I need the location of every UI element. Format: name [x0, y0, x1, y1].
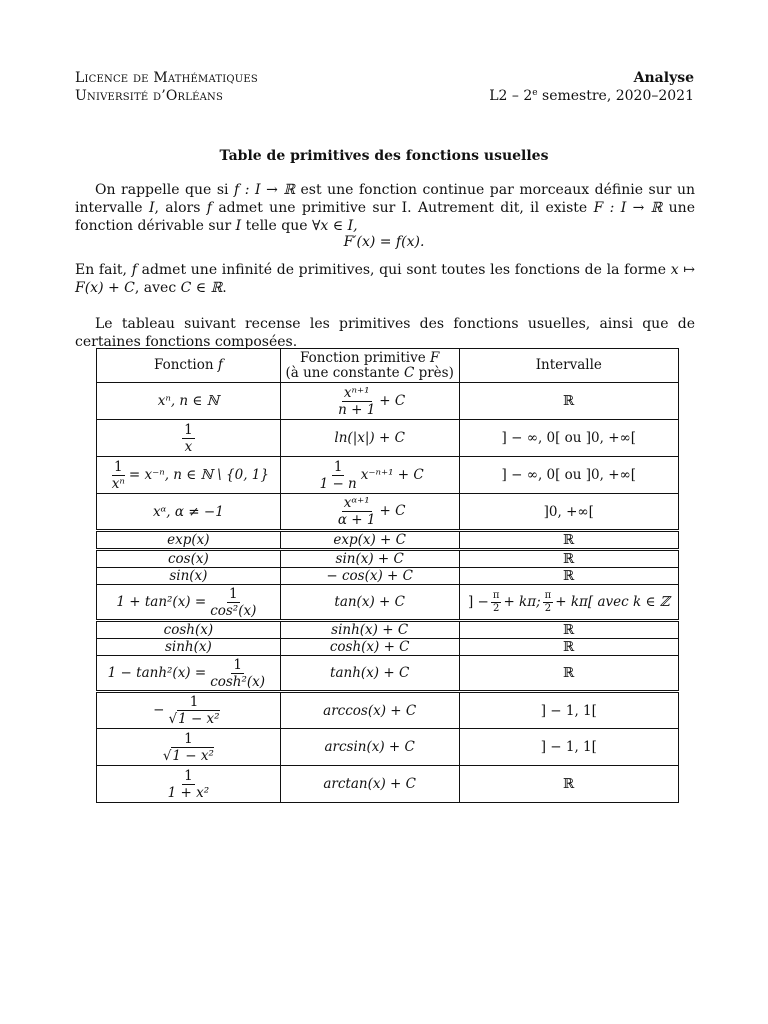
- cell-primitive: exp(x) + C: [280, 531, 459, 550]
- header-function: Fonction f: [97, 349, 281, 383]
- course-name: Analyse: [633, 70, 694, 86]
- cell-function: − $\frac{1}{\text{√1 − x²}}$: [97, 692, 281, 729]
- header-left: [75, 69, 258, 105]
- cell-function: $\frac{1}{\text{√1 − x²}}$: [97, 729, 281, 766]
- cell-function: $\frac{1}{\text{xⁿ}}$ = x⁻ⁿ, n ∈ ℕ \ {0, 1}: [97, 457, 281, 494]
- cell-interval: ℝ: [459, 621, 678, 639]
- table-row: [97, 550, 679, 568]
- cell-function: exp(x): [97, 531, 281, 550]
- cell-primitive: arctan(x) + C: [280, 766, 459, 803]
- table-row: [97, 656, 679, 692]
- semester-info: L2 – 2e semestre, 2020–2021: [489, 88, 694, 104]
- cell-interval: ℝ: [459, 639, 678, 656]
- cell-interval: ]0, +∞[: [459, 494, 678, 531]
- cell-primitive: tan(x) + C: [280, 585, 459, 621]
- cell-primitive: arccos(x) + C: [280, 692, 459, 729]
- table-row: [97, 494, 679, 531]
- cell-primitive: $\frac{\text{xᵅ⁺¹}}{\alpha + 1}$ + C: [280, 494, 459, 531]
- header-right: [489, 69, 694, 105]
- header-interval: Intervalle: [459, 349, 678, 383]
- cell-primitive: tanh(x) + C: [280, 656, 459, 692]
- table-row: [97, 585, 679, 621]
- cell-interval: ℝ: [459, 568, 678, 585]
- table-row: [97, 692, 679, 729]
- table-row: [97, 531, 679, 550]
- cell-interval: ℝ: [459, 383, 678, 420]
- display-equation: F′(x) = f(x).: [343, 234, 425, 250]
- cell-function: sinh(x): [97, 639, 281, 656]
- cell-interval: ] − 1, 1[: [459, 692, 678, 729]
- primitives-paragraph: En fait, f admet une infinité de primitives, qui sont toutes les fonctions de la forme x ↦ F(x) + C, avec C ∈ ℝ.: [75, 262, 696, 296]
- header-primitive: Fonction primitive F (à une constante C près): [280, 349, 459, 383]
- table-row: [97, 729, 679, 766]
- cell-interval: ℝ: [459, 656, 678, 692]
- program-name: Licence de Mathématiques: [75, 70, 258, 86]
- cell-function: 1 + tan²(x) = $\frac{1}{\text{cos²(x)}}$: [97, 585, 281, 621]
- cell-primitive: cosh(x) + C: [280, 639, 459, 656]
- cell-function: 1 − tanh²(x) = $\frac{1}{\text{cosh²(x)}}$: [97, 656, 281, 692]
- cell-primitive: arcsin(x) + C: [280, 729, 459, 766]
- table-row: [97, 766, 679, 803]
- primitives-table: [96, 348, 679, 803]
- cell-primitive: sin(x) + C: [280, 550, 459, 568]
- cell-function: xⁿ, n ∈ ℕ: [97, 383, 281, 420]
- cell-primitive: $\frac{\text{xⁿ⁺¹}}{n + 1}$ + C: [280, 383, 459, 420]
- cell-function: xᵅ, α ≠ −1: [97, 494, 281, 531]
- cell-interval: ℝ: [459, 550, 678, 568]
- university-name: Université d’Orléans: [75, 88, 224, 104]
- cell-function: $\frac{1}{\text{1 + x²}}$: [97, 766, 281, 803]
- table-header-row: [97, 349, 679, 383]
- page-title: Table de primitives des fonctions usuelles: [219, 148, 549, 164]
- table-intro-paragraph: Le tableau suivant recense les primitives des fonctions usuelles, ainsi que de certaines fonctions composées.: [75, 316, 695, 350]
- table-row: [97, 568, 679, 585]
- intro-paragraph: On rappelle que si f : I → ℝ est une fonction continue par morceaux définie sur un intervalle I, alors f admet une primitive sur I. Autrement dit, il existe F : I → ℝ une fonction dérivable sur I telle que ∀x ∈ I,: [75, 182, 695, 234]
- table-row: [97, 639, 679, 656]
- cell-interval: ℝ: [459, 531, 678, 550]
- cell-interval: ] − ∞, 0[ ou ]0, +∞[: [459, 420, 678, 457]
- cell-primitive: sinh(x) + C: [280, 621, 459, 639]
- cell-primitive: ln(|x|) + C: [280, 420, 459, 457]
- cell-function: sin(x): [97, 568, 281, 585]
- cell-function: cosh(x): [97, 621, 281, 639]
- cell-function: cos(x): [97, 550, 281, 568]
- cell-interval: ] − ∞, 0[ ou ]0, +∞[: [459, 457, 678, 494]
- cell-interval: ] − 1, 1[: [459, 729, 678, 766]
- table-row: [97, 457, 679, 494]
- cell-function: $\frac{1}{x}$: [97, 420, 281, 457]
- table-row: [97, 621, 679, 639]
- cell-interval: ] − $\frac{\pi}{2}$ + kπ; $\frac{\pi}{2}$ + kπ[ avec k ∈ ℤ: [459, 585, 678, 621]
- cell-interval: ℝ: [459, 766, 678, 803]
- table-row: [97, 420, 679, 457]
- cell-primitive: − cos(x) + C: [280, 568, 459, 585]
- table-row: [97, 383, 679, 420]
- cell-primitive: $\frac{1}{1 - n}$ x⁻ⁿ⁺¹ + C: [280, 457, 459, 494]
